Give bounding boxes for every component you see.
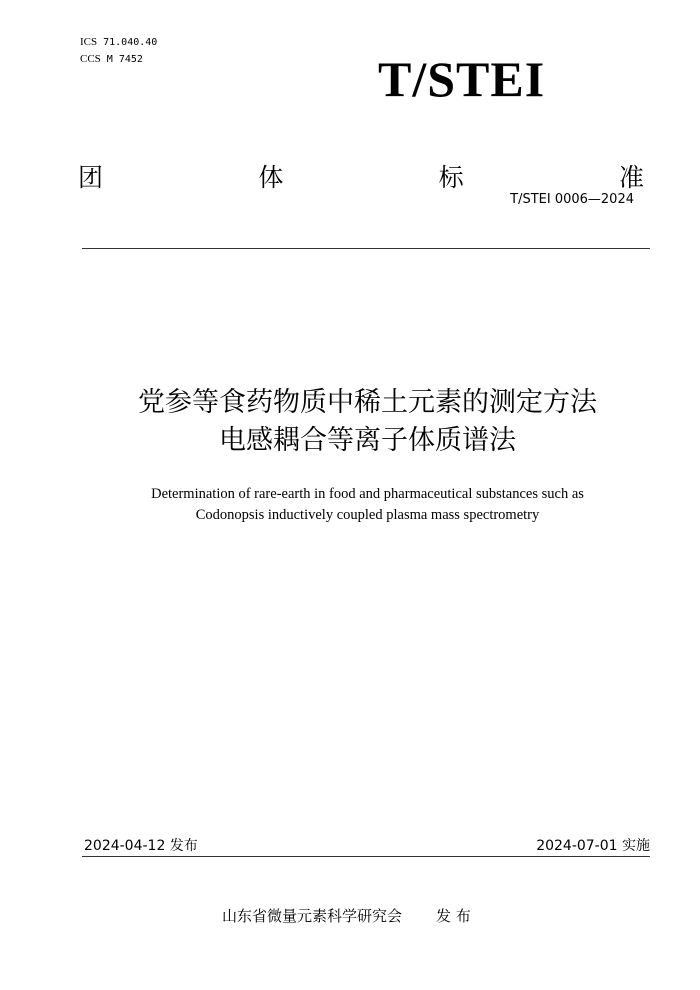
kind-char: 标 — [438, 163, 464, 192]
standard-kind — [78, 158, 644, 194]
classification-codes — [80, 34, 157, 68]
kind-char: 团 — [78, 163, 104, 192]
ics-code: ICS 71.040.40 — [80, 36, 158, 48]
title-cn-line: 党参等食药物质中稀土元素的测定方法 — [138, 387, 597, 418]
standard-number: T/STEI 0006—2024 — [510, 192, 634, 207]
bottom-divider — [82, 856, 650, 857]
publish-date: 2024-04-12 发布 — [84, 838, 198, 854]
issuer-org: 山东省微量元素科学研究会 — [222, 907, 403, 925]
ccs-code: CCS M 7452 — [80, 53, 143, 65]
standard-brand: T/STEI — [378, 51, 546, 107]
title-cn-line: 电感耦合等离子体质谱法 — [219, 425, 516, 456]
title-english — [0, 484, 700, 526]
title-chinese — [0, 384, 700, 460]
kind-char: 体 — [258, 163, 284, 192]
kind-char: 准 — [618, 163, 644, 192]
issuer — [222, 905, 471, 926]
title-en-line: Codonopsis inductively coupled plasma mass spectrometry — [195, 507, 540, 523]
title-en-line: Determination of rare-earth in food and pharmaceutical substances such as — [151, 486, 584, 502]
issuer-action: 发 布 — [436, 907, 471, 925]
top-divider — [82, 248, 650, 249]
implement-date: 2024-07-01 实施 — [536, 838, 650, 854]
